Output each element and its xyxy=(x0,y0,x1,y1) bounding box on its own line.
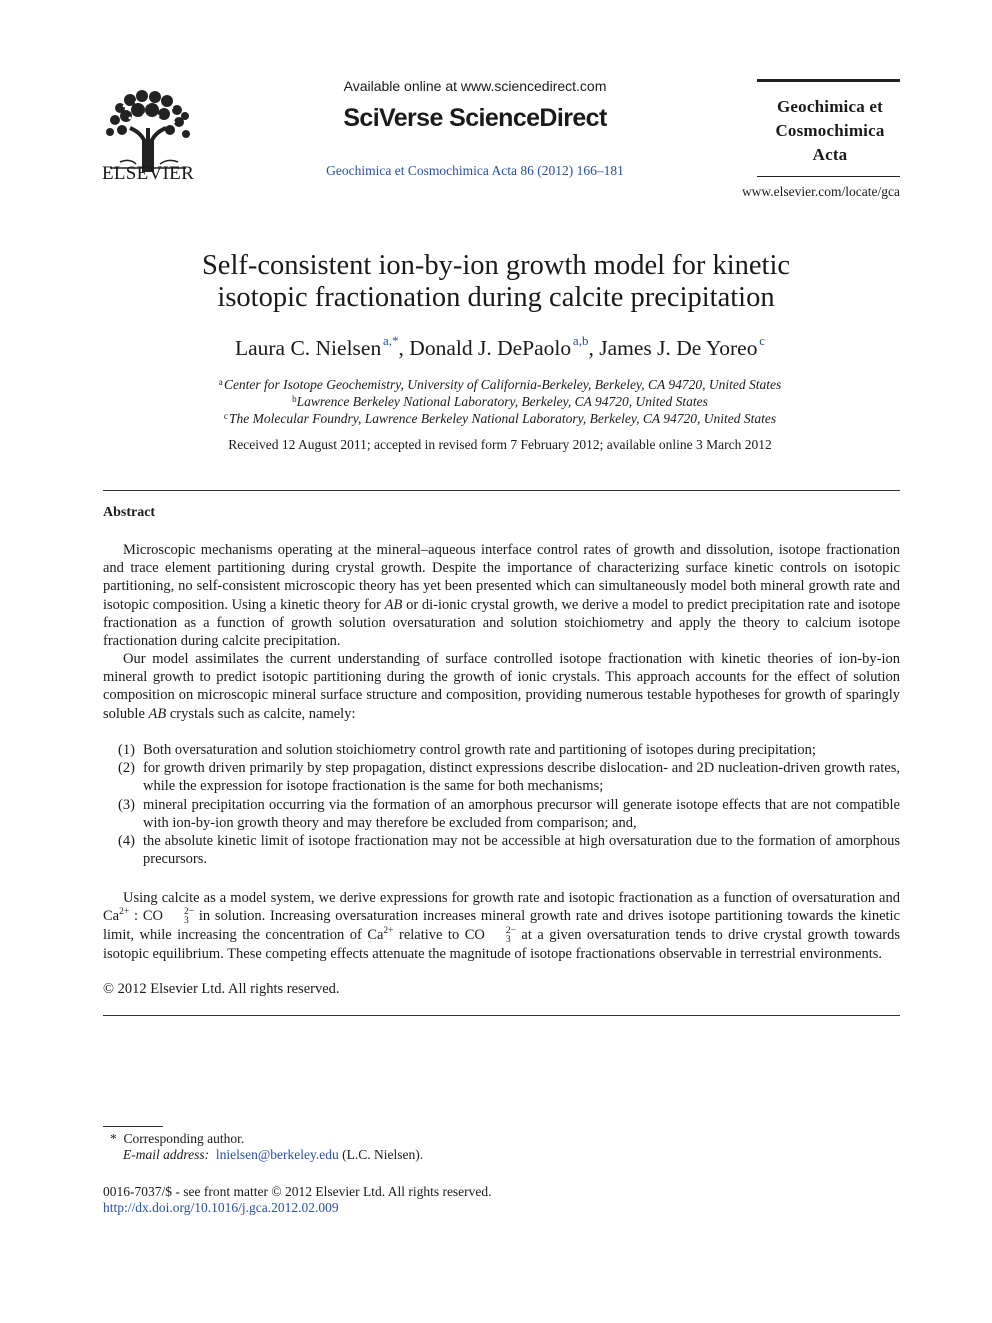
list-item: (3) mineral precipitation occurring via the formation of an amorphous precursor will generate isotope effects that are not compatible with ion-by-ion growth theory and may therefore be excluded from comparison; and, xyxy=(118,796,900,831)
footnote-rule xyxy=(103,1126,163,1127)
list-item: (1) Both oversaturation and solution stoichiometry control growth rate and partitioning of isotopes during precipitation; xyxy=(118,742,816,758)
journal-url-link[interactable]: www.elsevier.com/locate/gca xyxy=(741,184,900,199)
affiliation-line xyxy=(100,410,900,427)
affiliation-line xyxy=(100,393,900,410)
email-link[interactable]: lnielsen@berkeley.edu xyxy=(215,1147,339,1162)
journal-citation-link[interactable]: Geochimica et Cosmochimica Acta 86 (2012) 166–181 xyxy=(326,163,624,178)
doi-link[interactable]: http://dx.doi.org/10.1016/j.gca.2012.02.009 xyxy=(103,1200,339,1215)
article-title xyxy=(120,250,872,314)
copyright-notice: © 2012 Elsevier Ltd. All rights reserved. xyxy=(103,981,340,997)
sciverse-sciencedirect-logo: SciVerse ScienceDirect xyxy=(343,104,607,132)
abstract-bottom-rule xyxy=(103,1015,900,1016)
journal-name-line: Cosmochimica xyxy=(775,121,885,140)
title-line: Self-consistent ion-by-ion growth model for kinetic xyxy=(201,250,791,281)
author-name: James J. De Yoreo xyxy=(599,336,758,360)
publisher-wordmark: ELSEVIER xyxy=(101,163,195,184)
author-affiliation-mark[interactable]: a,* xyxy=(383,333,399,348)
author-affiliation-mark[interactable]: c xyxy=(759,333,766,348)
affiliation-text: The Molecular Foundry, Lawrence Berkeley National Laboratory, Berkeley, CA 94720, United States xyxy=(229,411,777,426)
article-history-dates: Received 12 August 2011; accepted in revised form 7 February 2012; available online 3 March 2012 xyxy=(228,437,772,452)
affiliation-mark: b xyxy=(292,394,297,404)
affiliation-text: Lawrence Berkeley National Laboratory, Berkeley, CA 94720, United States xyxy=(296,394,708,409)
affiliations xyxy=(100,376,900,427)
author-name: Donald J. DePaolo xyxy=(409,336,572,360)
journal-name-line: Geochimica et xyxy=(777,97,883,116)
chem-co3: CO xyxy=(142,908,163,925)
email-footnote: E-mail address: lnielsen@berkeley.edu (L.C. Nielsen). xyxy=(123,1147,424,1162)
available-online-text: Available online at www.sciencedirect.com xyxy=(343,78,607,94)
journal-name-block xyxy=(750,95,910,167)
abstract-top-rule xyxy=(103,490,900,491)
list-item: (2) for growth driven primarily by step propagation, distinct expressions describe dislocation- and 2D nucleation-driven growth rates, while the expression for isotope fractionation is the same for both mechanisms; xyxy=(118,760,900,795)
chem-ca: Ca xyxy=(367,926,384,943)
chem-ca: Ca xyxy=(103,908,120,925)
journal-name-line: Acta xyxy=(812,145,848,164)
author-separator: , xyxy=(588,336,600,360)
list-number: (3) xyxy=(118,796,135,813)
list-item: (4) the absolute kinetic limit of isotope fractionation may not be accessible at high oversaturation due to the formation of amorphous precursors. xyxy=(118,833,900,868)
list-number: (2) xyxy=(118,760,135,777)
author-name: Laura C. Nielsen xyxy=(234,336,382,360)
doi-line xyxy=(103,1200,339,1216)
author-list xyxy=(100,333,900,361)
affiliation-mark: c xyxy=(223,411,228,421)
journal-box-top-rule xyxy=(757,79,900,82)
corresponding-author-note: * Corresponding author. xyxy=(110,1131,245,1146)
chem-co3: CO xyxy=(464,926,485,943)
list-number: (4) xyxy=(118,833,135,850)
affiliation-line xyxy=(100,376,900,393)
issn-line: 0016-7037/$ - see front matter © 2012 Elsevier Ltd. All rights reserved. xyxy=(103,1184,492,1199)
author-affiliation-mark[interactable]: a,b xyxy=(572,333,589,348)
hypothesis-list xyxy=(103,741,900,868)
list-number: (1) xyxy=(118,742,135,758)
italic-term: AB xyxy=(384,596,403,613)
abstract-paragraph: Our model assimilates the current understanding of surface controlled isotope fractionation with kinetic theories of ion-by-ion mineral growth to predict isotopic partitioning during the growth of ionic crystals. This approach accounts for the effect of solution composition on microscopic mineral surface structure and composition, providing numerous testable hypotheses for growth of sparingly soluble AB crystals such as calcite, namely: xyxy=(103,651,900,722)
affiliation-mark: a xyxy=(218,377,223,387)
author-separator: , xyxy=(398,336,410,360)
affiliation-text: Center for Isotope Geochemistry, University of California-Berkeley, Berkeley, CA 94720, United States xyxy=(223,377,782,392)
abstract-paragraph: Using calcite as a model system, we derive expressions for growth rate and isotopic fractionation as a function of oversaturation and $Ca^{2+}$ : CO 2− 3 in solution. Increasing oversaturation increases mineral growth rate and drives isotope partitioning towards the kinetic limit, while increasing the concentration of $Ca^{2+}$ relative to CO 2− 3 at a given oversaturation tends to drive crystal growth towards isotopic equilibrium. These competing effects attenuate the magnitude of isotope fractionations observable in terrestrial environments. xyxy=(103,890,900,962)
title-line: isotopic fractionation during calcite precipitation xyxy=(217,282,775,313)
abstract-heading: Abstract xyxy=(103,505,156,520)
italic-term: AB xyxy=(148,705,167,722)
email-label: E-mail address: xyxy=(123,1147,210,1162)
journal-box-bottom-rule xyxy=(757,176,900,177)
abstract-paragraph: Microscopic mechanisms operating at the mineral–aqueous interface control rates of growth and dissolution, isotope fractionation and trace element partitioning during crystal growth. Despite the importance of characterizing surface kinetic controls on isotopic partitioning, no self-consistent microscopic theory has yet been presented which can simultaneously model both mineral growth rate and isotopic composition. Using a kinetic theory for AB or di-ionic crystal growth, we derive a model to predict precipitation rate and isotope fractionation as a function of growth solution oversaturation and solution stoichiometry and apply the theory to calcium isotope fractionation during calcite precipitation. xyxy=(103,542,900,650)
